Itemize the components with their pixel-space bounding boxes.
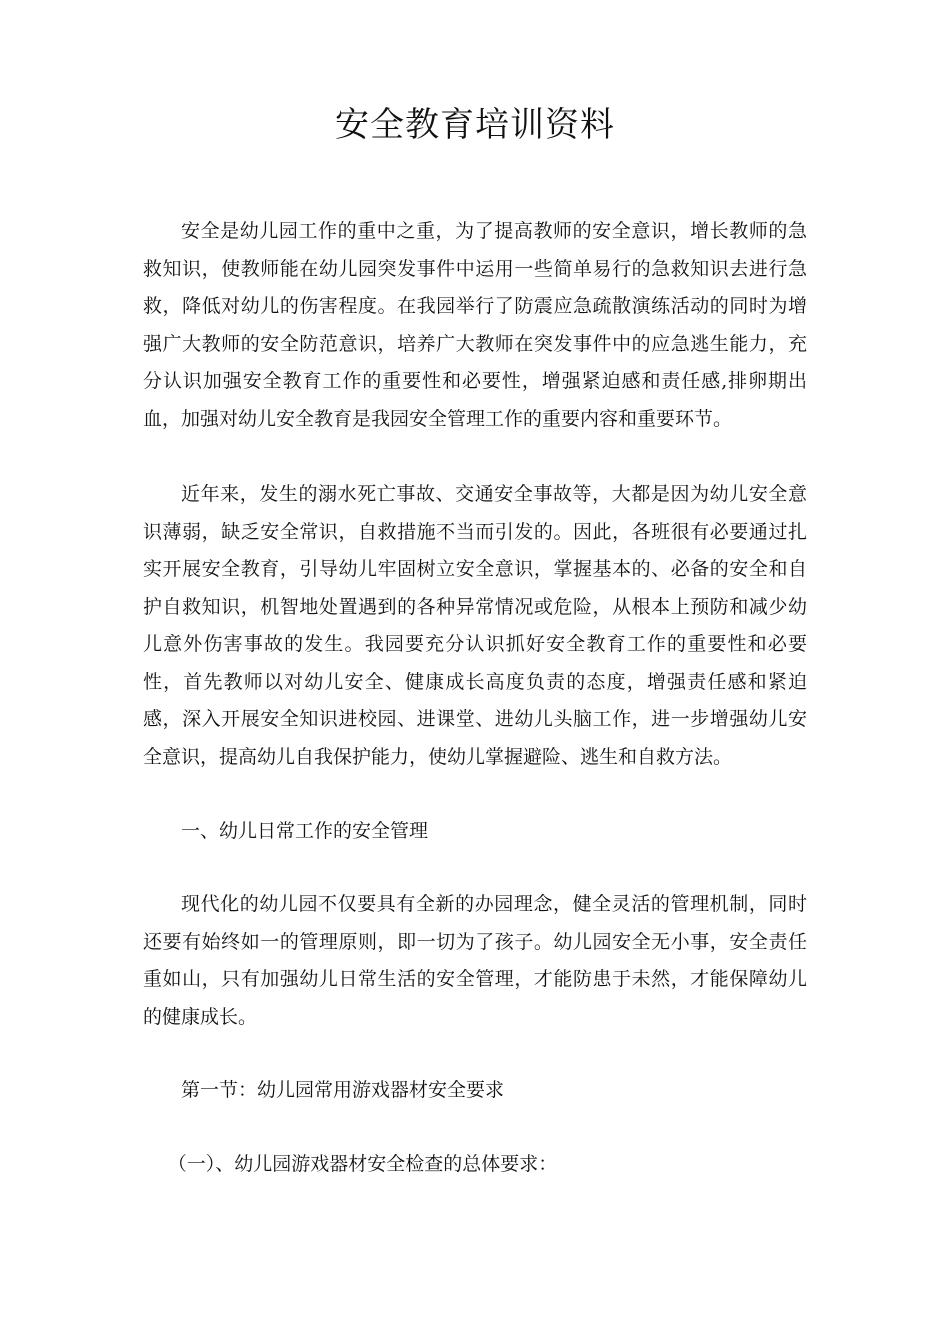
- paragraph-intro: 安全是幼儿园工作的重中之重，为了提高教师的安全意识，增长教师的急救知识，使教师能在幼儿园突发事件中运用一些简单易行的急救知识去进行急救，降低对幼儿的伤害程度。在我园举行了防震应急疏散演练活动的同时为增强广大教师的安全防范意识，培养广大教师在突发事件中的应急逃生能力，充分认识加强安全教育工作的重要性和必要性，增强紧迫感和责任感,排卵期出血，加强对幼儿安全教育是我园安全管理工作的重要内容和重要环节。: [143, 220, 807, 430]
- paragraph-management: 现代化的幼儿园不仅要具有全新的办园理念，健全灵活的管理机制，同时还要有始终如一的管理原则，即一切为了孩子。幼儿园安全无小事，安全责任重如山，只有加强幼儿日常生活的安全管理，才能防患于未然，才能保障幼儿的健康成长。: [143, 893, 807, 1028]
- document-title: 安全教育培训资料: [335, 105, 615, 145]
- section-heading-daily-safety: 一、幼儿日常工作的安全管理: [181, 820, 429, 842]
- subsection-heading-equipment: 第一节：幼儿园常用游戏器材安全要求: [181, 1079, 505, 1101]
- subsection-heading-inspection: （一）、幼儿园游戏器材安全检查的总体要求：: [167, 1153, 558, 1175]
- paragraph-background: 近年来，发生的溺水死亡事故、交通安全事故等，大都是因为幼儿安全意识薄弱，缺乏安全常识，自救措施不当而引发的。因此，各班很有必要通过扎实开展安全教育，引导幼儿牢固树立安全意识，掌握基本的、必备的安全和自护自救知识，机智地处置遇到的各种异常情况或危险，从根本上预防和减少幼儿意外伤害事故的发生。我园要充分认识抓好安全教育工作的重要性和必要性，首先教师以对幼儿安全、健康成长高度负责的态度，增强责任感和紧迫感，深入开展安全知识进校园、进课堂、进幼儿头脑工作，进一步增强幼儿安全意识，提高幼儿自我保护能力，使幼儿掌握避险、逃生和自救方法。: [143, 483, 807, 768]
